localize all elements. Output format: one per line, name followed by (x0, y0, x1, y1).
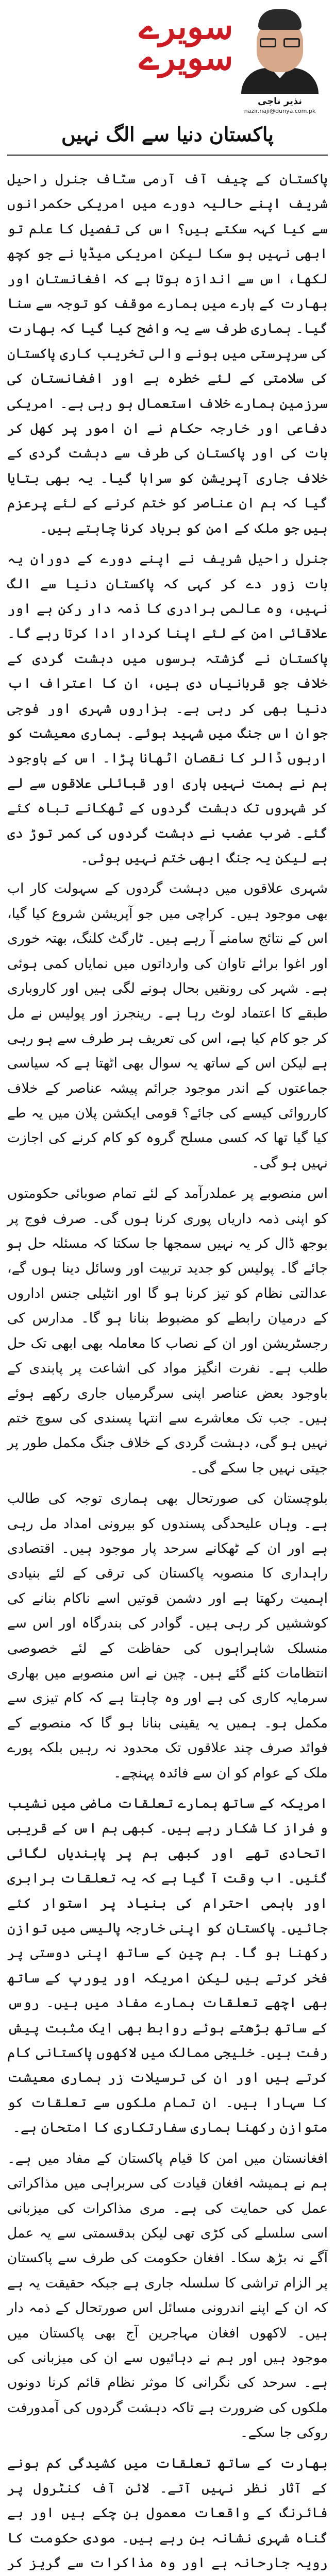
paragraph: بلوچستان کی صورتحال بھی ہماری توجہ کی طالب ہے۔ وہاں علیحدگی پسندوں کو بیرونی امداد مل رہی ہے اور ان کے ٹھکانے سرحد پار موجود ہیں۔ اقتصادی راہداری کا منصوبہ پاکستان کی ترقی کے لئے بنیادی اہمیت رکھتا ہے اور دشمن قوتیں اسے ناکام بنانے کی کوششیں کر رہی ہیں۔ گوادر کی بندرگاہ اور اس سے منسلک شاہراہوں کی حفاظت کے لئے خصوصی انتظامات کئے گئے ہیں۔ چین نے اس منصوبے میں بھاری سرمایہ کاری کی ہے اور وہ چاہتا ہے کہ کام تیزی سے مکمل ہو۔ ہمیں یہ یقینی بنانا ہو گا کہ منصوبے کے فوائد صرف چند علاقوں تک محدود نہ رہیں بلکہ پورے ملک کے عوام کو ان سے فائدہ پہنچے۔ (7, 1490, 328, 1781)
header-divider (7, 155, 328, 156)
author-email: nazir.naji@dunya.com.pk (244, 108, 316, 114)
headline-wrap (7, 123, 328, 146)
paragraph: بھارت کے ساتھ تعلقات میں کشیدگی کم ہونے کے آثار نظر نہیں آتے۔ لائن آف کنٹرول پر فائرنگ کے واقعات معمول بن چکے ہیں اور بے گناہ شہری نشانہ بن رہے ہیں۔ مودی حکومت کا رویہ جارحانہ ہے اور وہ مذاکرات سے گریز کر (7, 2455, 328, 2571)
author-photo (241, 6, 319, 94)
paragraph: افغانستان میں امن کا قیام پاکستان کے مفاد میں ہے۔ ہم نے ہمیشہ افغان قیادت کی سربراہی میں مذاکراتی عمل کی حمایت کی ہے۔ مری مذاکرات کی میزبانی اسی سلسلے کی کڑی تھی لیکن بدقسمتی سے یہ عمل آگے نہ بڑھ سکا۔ افغان حکومت کی طرف سے پاکستان پر الزام تراشی کا سلسلہ جاری ہے جبکہ حقیقت یہ ہے کہ ان کے اپنے اندرونی مسائل اس صورتحال کے ذمہ دار ہیں۔ لاکھوں افغان مہاجرین آج بھی پاکستان میں موجود ہیں اور ہم نے دہائیوں سے ان کی میزبانی کی ہے۔ سرحد کی نگرانی کا موثر نظام قائم کرنا دونوں ملکوں کی ضرورت ہے تاکہ دہشت گردوں کی آمدورفت روکی جا سکے۔ (7, 2150, 328, 2441)
article-column (7, 4, 328, 2571)
article-title: پاکستان دنیا سے الگ نہیں (61, 123, 274, 146)
paragraph: شہری علاقوں میں دہشت گردوں کے سہولت کار اب بھی موجود ہیں۔ کراچی میں جو آپریشن شروع کیا گیا، اس کے نتائج سامنے آ رہے ہیں۔ ٹارگٹ کلنگ، بھتہ خوری اور اغوا برائے تاوان کی وارداتوں میں نمایاں کمی ہوئی ہے۔ شہر کی رونقیں بحال ہونے لگی ہیں اور کاروباری طبقے کا اعتماد لوٹ رہا ہے۔ رینجرز اور پولیس نے مل کر جو کام کیا ہے، اس کی تعریف ہر طرف سے ہو رہی ہے لیکن اس کے ساتھ یہ سوال بھی اٹھتا ہے کہ سیاسی جماعتوں کے اندر موجود جرائم پیشہ عناصر کے خلاف کارروائی کیسے کی جائے؟ قومی ایکشن پلان میں یہ طے کیا گیا تھا کہ کسی مسلح گروہ کو کام کرنے کی اجازت نہیں ہو گی۔ (7, 880, 328, 1171)
author-byline (241, 96, 319, 114)
paragraph: جنرل راحیل شریف نے اپنے دورے کے دوران یہ بات زور دے کر کہی کہ پاکستان دنیا سے الگ نہیں، وہ عالمی برادری کا ذمہ دار رکن ہے اور علاقائی امن کے لئے اپنا کردار ادا کرتا رہے گا۔ پاکستان نے گزشتہ برسوں میں دہشت گردی کے خلاف جو قربانیاں دی ہیں، ان کا اعتراف اب دنیا بھی کر رہی ہے۔ ہزاروں شہری اور فوجی جوان اس جنگ میں شہید ہوئے۔ ہماری معیشت کو اربوں ڈالر کا نقصان اٹھانا پڑا۔ اس کے باوجود ہم نے ہمت نہیں ہاری اور قبائلی علاقوں سے لے کر شہروں تک دہشت گردوں کے ٹھکانے تباہ کئے گئے۔ ضرب عضب نے دہشت گردوں کی کمر توڑ دی ہے لیکن یہ جنگ ابھی ختم نہیں ہوئی۔ (7, 551, 328, 866)
article-body (7, 167, 328, 2576)
logo-line-1: سویرے (139, 7, 233, 47)
logo-line-2: سویرے (139, 38, 233, 78)
paragraph: امریکہ کے ساتھ ہمارے تعلقات ماضی میں نشیب و فراز کا شکار رہے ہیں۔ کبھی ہم اس کے قریبی اتحادی تھے اور کبھی ہم پر پابندیاں لگائی گئیں۔ اب وقت آ گیا ہے کہ یہ تعلقات برابری اور باہمی احترام کی بنیاد پر استوار کئے جائیں۔ پاکستان کو اپنی خارجہ پالیسی میں توازن رکھنا ہو گا۔ ہم چین کے ساتھ اپنی دوستی پر فخر کرتے ہیں لیکن امریکہ اور یورپ کے ساتھ بھی اچھے تعلقات ہمارے مفاد میں ہیں۔ روس کے ساتھ بڑھتے ہوئے روابط بھی ایک مثبت پیش رفت ہیں۔ خلیجی ممالک میں لاکھوں پاکستانی کام کرتے ہیں اور ان کی ترسیلات زر ہماری معیشت کا سہارا ہیں۔ ان تمام ملکوں سے تعلقات کو متوازن رکھنا ہماری سفارتکاری کا امتحان ہے۔ (7, 1795, 328, 2136)
paragraph: اس منصوبے پر عملدرآمد کے لئے تمام صوبائی حکومتوں کو اپنی ذمہ داریاں پوری کرنا ہوں گی۔ صرف فوج پر بوجھ ڈال کر یہ نہیں سمجھا جا سکتا کہ مسئلہ حل ہو جائے گا۔ پولیس کو جدید تربیت اور وسائل دینا ہوں گے، عدالتی نظام کو تیز کرنا ہو گا اور انٹیلی جنس اداروں کے درمیان رابطے کو مضبوط بنانا ہو گا۔ مدارس کی رجسٹریشن اور ان کے نصاب کا معاملہ بھی ابھی تک حل طلب ہے۔ نفرت انگیز مواد کی اشاعت پر پابندی کے باوجود بعض عناصر اپنی سرگرمیاں جاری رکھے ہوئے ہیں۔ جب تک معاشرے سے انتہا پسندی کی سوچ ختم نہیں ہو گی، دہشت گردی کے خلاف جنگ مکمل طور پر جیتی نہیں جا سکے گی۔ (7, 1185, 328, 1476)
column-logo (127, 7, 245, 78)
column-header (7, 4, 328, 165)
paragraph: پاکستان کے چیف آف آرمی سٹاف جنرل راحیل شریف اپنے حالیہ دورے میں امریکی حکمرانوں سے کیا کہہ سکتے ہیں؟ اس کی تفصیل کا علم تو ابھی نہیں ہو سکا لیکن امریکی میڈیا نے جو کچھ لکھا، اس سے اندازہ ہوتا ہے کہ افغانستان اور بھارت کے بارے میں ہمارے موقف کو توجہ سے سنا گیا۔ ہماری طرف سے یہ واضح کیا گیا کہ بھارت کی سرپرستی میں ہونے والی تخریب کاری پاکستان کی سلامتی کے لئے خطرہ ہے اور افغانستان کی سرزمین ہمارے خلاف استعمال ہو رہی ہے۔ امریکی دفاعی اور خارجہ حکام نے ان امور پر کھل کر بات کی اور پاکستان کی طرف سے دہشت گردی کے خلاف جاری آپریشن کو سراہا گیا۔ یہ بھی بتایا گیا کہ ہم ان عناصر کو ختم کرنے کے لئے پرعزم ہیں جو ملک کے امن کو برباد کرنا چاہتے ہیں۔ (7, 171, 328, 536)
author-name: نذیر ناجی (257, 96, 303, 107)
